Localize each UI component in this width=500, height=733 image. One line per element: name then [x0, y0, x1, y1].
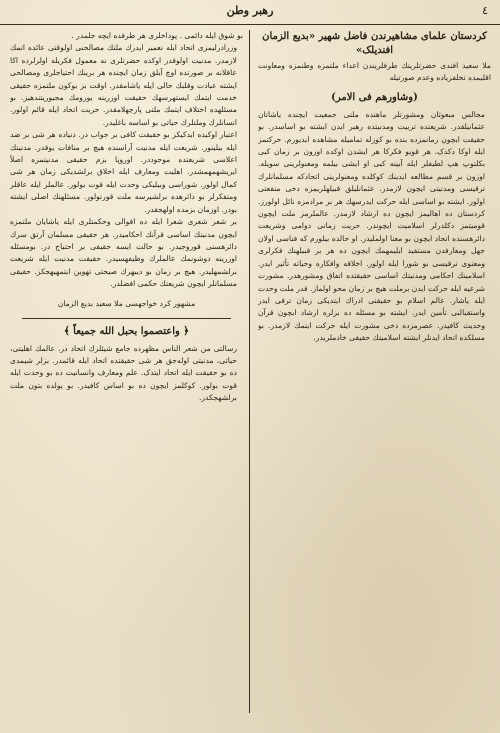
paragraph-2: اعتبار اوکیده ایدکیکز بو حقیقت کافی بر جواب در. دنیاده هر شی بر ضد ایله بیلینور. شریعت ایله مدنیت آراسنده هیچ بر منافات یوقدر. مدنیتك اعلاسی شریعتده موجوددر. اوروپا بزم حقیقی مدنیتمزه اصلاً ایریشهمهمشدر. اهلیت ومعارف ایله اخلاق برلشدیکی زمان هر شی کمال اولور. شوراسی وبیلیکی وحدت ایله قوت بولور. عالملر ایله عاقلر ومتفکرلر بو دائرهده برلشیرسه ملت قورتولور. مسئلهنك اصلی ایشته بودر. اوزمان بزمده اولهجقدر.	[10, 130, 237, 214]
article-intro: ملا سعید افندی حضرتلرینك طرفلریندن اعداء ملتمزه وطنمزه ومعاونت اقلیمده تخلفزیاده وعدم صورتیله	[258, 61, 491, 83]
left-column	[10, 30, 243, 713]
closing-paragraph: رسالتی من شعر الناس مظهرده جامع شیئلرك اتحاد در. عالمك اهلیتی، حیاتی، مدنیتی اوله‌جق هر شی حقیقتده اتحاد ایله قائمدر. بزلر شیمدی ده بو حقیقت ایله اتحاد ایتدک. علم ومعارف وانسانیت ده بو وحدت ایله قوت بولور. کوکلمز ایچون ده بو اساس کافیدر. بو یولده بتون ملت برلشهجکدر.	[10, 343, 237, 403]
masthead-title: رهبر وطن	[226, 4, 274, 17]
section-heading: (وشاورهم فی الامر)	[331, 91, 418, 103]
page-header	[0, 0, 500, 25]
article-title: کردستان علمای مشاهیرندن فاضل شهیر «بدیع الزمان افندیلک»	[262, 31, 487, 56]
column-opening: بو شوق ایله دائمی . پوداخلری هر طرفده ایچه جلمدر .	[71, 31, 243, 40]
column-divider	[249, 30, 250, 713]
paragraph-1: وزرادرلیمزی اتحاد ایله تعمیر ایدرك ملتك مصالحنی اولوقتی عائده اتمك لازمدر. مدنیت اولوقدر اوکده حضرتلری نه معمول فکریله اولرلرده اکا عاقلانه بر صورتده اوچ آیلق زمان ایچنده هر برینك احتیاجلری ومصالحی ایشته عبادت وقلبك حالی ایله یاشامقدر. اوقت بز بوکون ملتمزه حقیقی خدمت ایتمك ایستهرسهك حقیقت اوزرینه یورومك مجبوریتندهیز. بو مسئلهده اختلاف ایتمك ملتی پارچهلامقدر. حریت اتحاد ایله قائم اولور. انسانلرك وملتلرك حیاتی بو اساسه باغلیدر.	[10, 43, 237, 127]
page-number: ٤	[482, 4, 488, 17]
right-column	[258, 30, 491, 713]
article-body: مجالس مبعوثان ومشورتلر ماهنده ملتی جمعیت ایچنده یاشاتان عثمانیلقدر. شریعتده تربیت ومدنیتده رهبر ایدن ایشته بو اساسدر. بو حقیقت ایچون زمانمزده بنده بو کوزله تمامیله مشاهده ایدیورم. حرکتمز ایله اوکا دکدک. هر قویو فکرکا هر ایشدن اوکده اوزون بر زمان کبی بکلتوپ هپ لطیفلر ایله آیینه کبی او ایشی بیلمه ومعنولرینی سویله. اوزون بر قسم مطالعه ایدینك کوکلده ومعنولرینی اتحادکه مسلمانلرك ترقیسی ومدنیتی ایچون لازمدر. عثمانلیلق قبیلهلریمزه دخی منفعتی اولور. ایشته بو اساسی ایله حرکت ایدرسهك هر بر مرادمزه نائل اولورز. کردستان ده اهالیمز ایچون ده ارشاد لازمدر. عالملرمز ملت ایچون قومیتمز دکلدرلر اسلامیت ایچوندر. حریت زمانی دوامی وشریعت دائرهسنده اتحاد ایچون بو معنا اولملیدر. او حالده بیلورم که فناسی اولان جهل ومعارفدن مستفید ایلیمهمك ایچون ده هر بر قبیلهنك فکرلری ومعنوی ترقیسی بو شورا ایله اولور. اخلاقه وافکاره وحیاته تأثیر ایدر. اسلامیتك احکامی ومدنیتك اساسی حقیقتده اتفاق ومشورهدر. مشورت شرعیه ایله حرکت ایدن برملت هیچ بر زمان محو اولماز. قدر ملت وحدت ایله یاشار. عالم اسلام بو حقیقتی ادراك ایتدیکی زمان ترقی ایدر واستقبالنی تأمین ایدر. ایشته بو مسئله ده بزلره ارشاد ایچون قرآن وحدیث کافیدر. عصرمزده دخی مشورت ایله حرکت ایتمك لازمدر. بو مسلکده اتحاد ایدنلر ایشته اسلامیتك حقیقی خادملریدر.	[258, 109, 485, 343]
verse-heading: ﴿ واعتصموا بحبل الله جمیعاً ﴾	[63, 325, 190, 337]
paragraph-3: بر شعر شعری شعرا ایله ده اقوالی وحکمتلری ایله یاشایان ملتمزه ایچون مدنیتك اساسی قرآنك احکامیدر. هر حقیقی مسلمان آرتق سرك دائرهسنی قوروجیدر. بو حالت ایسه حقیقی بر احتیاج در. بومسئله اوزرینه دوشونمك عالملرك وظیفهسیدر. حقیقت مدنیت ایله شریعت برلشمهلیدر. هیچ بر زمان بو دیبهرك صیحتی تهوین ایتمهیهجکز. حقیقی مسلمانلر ایچون شریعتك حکمی افضلدر.	[10, 217, 237, 289]
section-rule	[22, 318, 231, 319]
author-signature: مشهور کرد خواجهسی ملا سعید بدیع الزمان	[57, 298, 196, 308]
